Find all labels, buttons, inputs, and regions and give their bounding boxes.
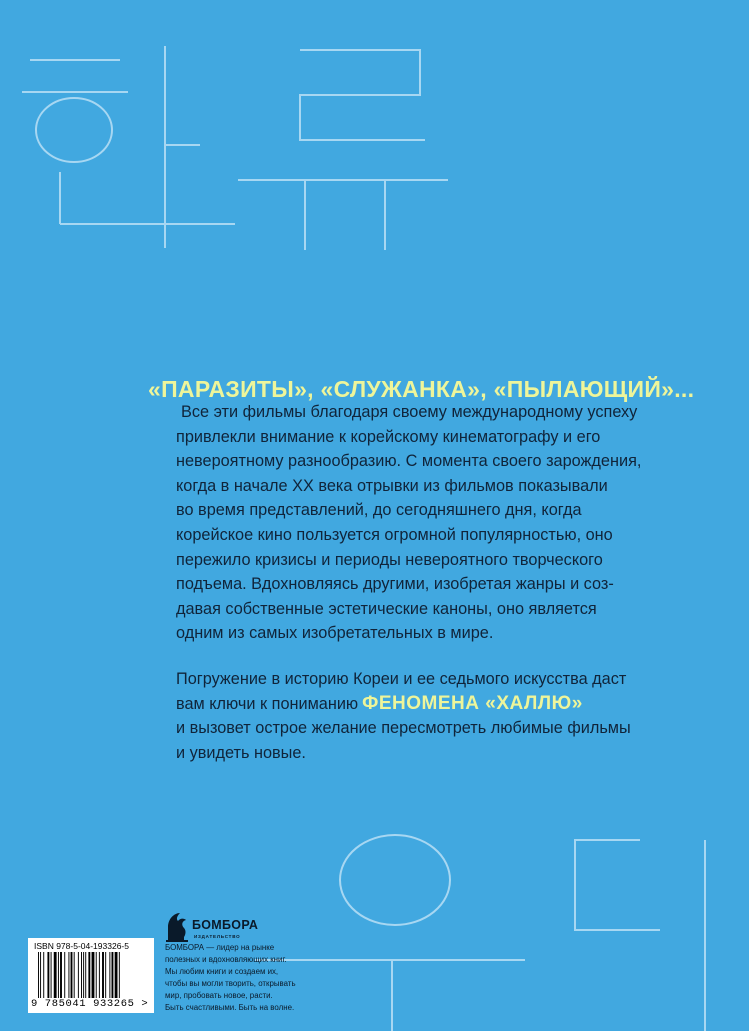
- barcode-bar: [85, 952, 86, 998]
- paragraph-line: давая собственные эстетические каноны, оно является: [176, 599, 597, 618]
- barcode-bar: [78, 952, 79, 998]
- hallyu-highlight: ФЕНОМЕНА «ХАЛЛЮ»: [362, 692, 583, 714]
- publisher-name: БОМБОРА: [192, 918, 259, 932]
- barcode-bar: [40, 952, 41, 998]
- paragraph-line: одним из самых изобретательных в мире.: [176, 624, 494, 643]
- isbn-label: ISBN 978-5-04-193326-5: [34, 941, 129, 951]
- hangul-ha-glyph: [22, 46, 235, 248]
- barcode-bar: [51, 952, 52, 998]
- barcode-bar: [105, 952, 106, 998]
- tagline-line: БОМБОРА — лидер на рынке: [165, 943, 275, 952]
- paragraph-line: и вызовет острое желание пересмотреть любимые фильмы: [176, 719, 631, 738]
- paragraph-line-with-highlight: [176, 692, 696, 717]
- paragraph-line: Погружение в историю Кореи и ее седьмого искусства даст: [176, 670, 627, 688]
- barcode-bar: [96, 952, 97, 998]
- tagline-line: мир, пробовать новое, расти.: [165, 991, 273, 1000]
- barcode-bar: [92, 952, 95, 998]
- barcode-bars: [38, 952, 146, 998]
- barcode-bar: [119, 952, 120, 998]
- barcode-bar: [64, 952, 65, 998]
- barcode-bar: [102, 952, 104, 998]
- barcode-bar: [74, 952, 75, 998]
- paragraph-line: когда в начале XX века отрывки из фильмов показывали: [176, 476, 608, 495]
- publisher-tagline: [165, 942, 325, 1014]
- barcode-bar: [99, 952, 100, 998]
- barcode-bar: [68, 952, 69, 998]
- barcode-digits: 9 785041 933265 >: [31, 998, 149, 1010]
- paragraph-line: корейское кино пользуется огромной популярностью, оно: [176, 525, 613, 544]
- barcode-bar: [38, 952, 39, 998]
- paragraph-line: во время представлений, до сегодняшнего дня, когда: [176, 501, 582, 520]
- publisher-subtitle: ИЗДАТЕЛЬСТВО: [194, 934, 241, 939]
- hangul-ryu-glyph: [238, 50, 448, 250]
- paragraph-text: вам ключи к пониманию: [176, 694, 359, 713]
- barcode-bar: [54, 952, 57, 998]
- hangul-di-glyph: [575, 840, 705, 1031]
- barcode-bar: [81, 952, 82, 998]
- barcode-bar: [88, 952, 90, 998]
- closing-paragraph: [176, 667, 696, 765]
- barcode-bar: [115, 952, 118, 998]
- headline-film-titles: «ПАРАЗИТЫ», «СЛУЖАНКА», «ПЫЛАЮЩИЙ»...: [148, 376, 695, 402]
- barcode-bar: [60, 952, 62, 998]
- paragraph-line: Все эти фильмы благодаря своему международному успеху: [181, 403, 638, 421]
- barcode-bar: [71, 952, 73, 998]
- tagline-line: полезных и вдохновляющих книг.: [165, 955, 287, 964]
- barcode-bar: [47, 952, 49, 998]
- tagline-line: чтобы вы могли творить, открывать: [165, 979, 296, 988]
- paragraph-line: привлекли внимание к корейскому кинематографу и его: [176, 427, 601, 446]
- tagline-line: Мы любим книги и создаем их,: [165, 967, 279, 976]
- paragraph-line: невероятному разнообразию. С момента своего зарождения,: [176, 452, 642, 471]
- barcode-bar: [83, 952, 84, 998]
- publisher-logo: [164, 907, 284, 947]
- barcode-bar: [109, 952, 110, 998]
- paragraph-line: пережило кризисы и периоды невероятного творческого: [176, 550, 603, 569]
- bombora-wave-icon: [164, 907, 190, 943]
- tagline-line: Быть счастливыми. Быть на волне.: [165, 1003, 295, 1012]
- paragraph-line: подъема. Вдохновляясь другими, изобретая жанры и соз-: [176, 575, 614, 594]
- barcode-bar: [112, 952, 114, 998]
- barcode-bar: [43, 952, 44, 998]
- barcode-bar: [58, 952, 59, 998]
- paragraph-line: и увидеть новые.: [176, 743, 306, 762]
- isbn-barcode: [28, 938, 154, 1013]
- description-paragraph: [176, 400, 696, 646]
